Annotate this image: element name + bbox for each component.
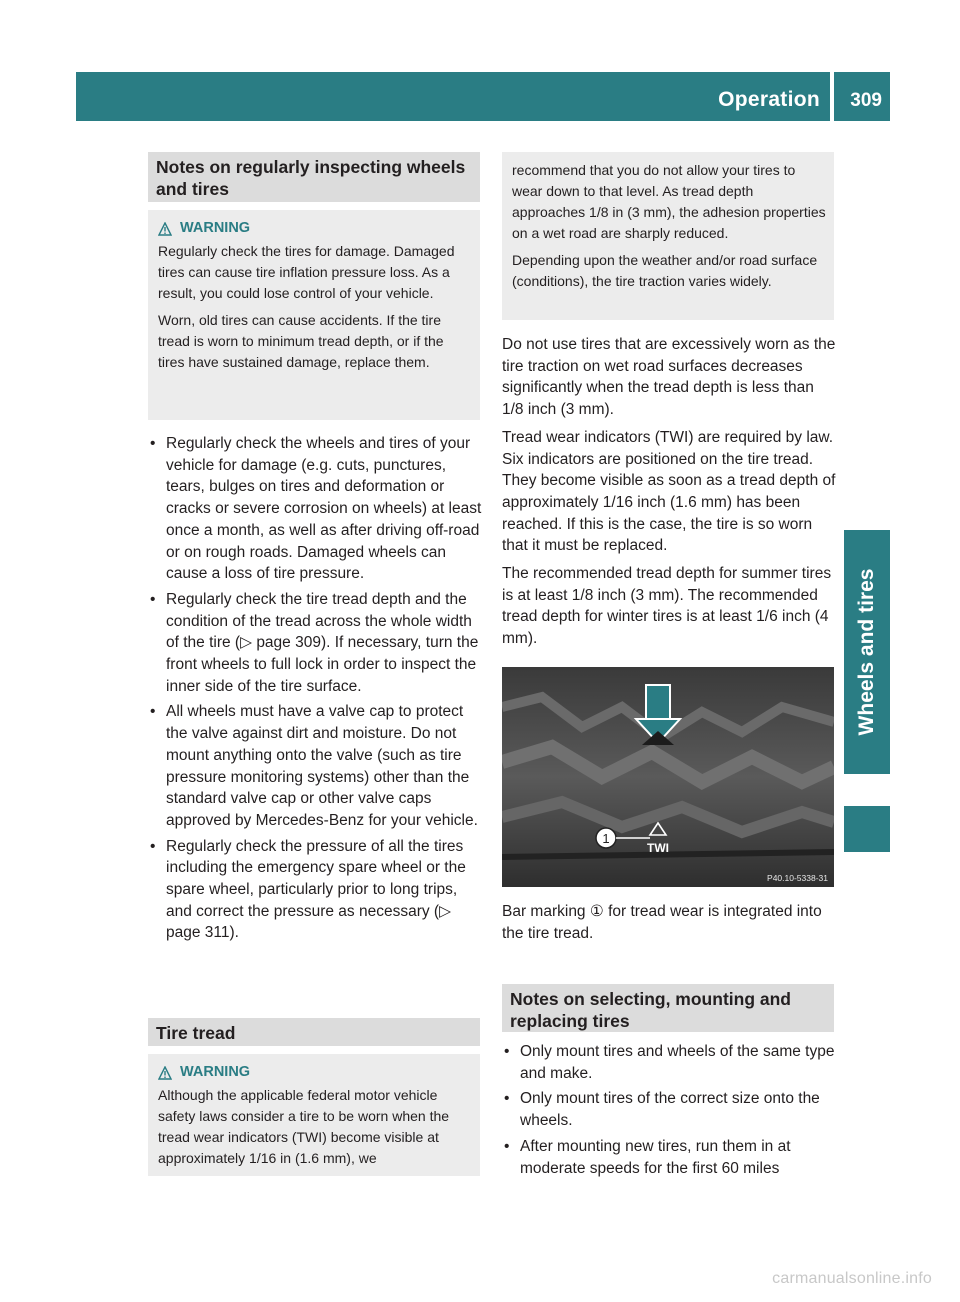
- image-code: P40.10-5338-31: [767, 873, 828, 883]
- list-item: • Regularly check the pressure of all the tires including the emergency spare wheel or the spare wheel, particularly prior to long trips, and correct the pressure as necessary (▷ page 311).: [150, 837, 466, 942]
- warning-triangle-icon: [158, 222, 172, 236]
- page-header: [76, 72, 890, 121]
- warning-paragraph: Depending upon the weather and/or road surface (conditions), the tire traction varies widely.: [512, 252, 818, 289]
- warning-triangle-icon: [158, 1066, 172, 1080]
- list-item: • All wheels must have a valve cap to protect the valve against dirt and moisture. Do not mount anything onto the valve (such as tire pressure monitoring systems) other than the standard valve cap or other valve caps approved by Mercedes-Benz for your vehicle.: [150, 703, 478, 829]
- footer-watermark: carmanualsonline.info: [772, 1270, 932, 1287]
- header-divider: [830, 72, 834, 121]
- warning-box-tread: [148, 1054, 480, 1176]
- warning-paragraph: Worn, old tires can cause accidents. If the tire tread is worn to minimum tread depth, or if the tires have sustained damage, replace them.: [158, 312, 444, 370]
- section-title-tire-tread: Tire tread: [148, 1018, 480, 1046]
- section-title-selecting: Notes on selecting, mounting and replacing tires: [502, 984, 834, 1032]
- tread-body-text: [502, 334, 836, 656]
- body-paragraph: Do not use tires that are excessively worn as the tire traction on wet road surfaces decreases significantly when the tread depth is less than 1/8 inch (3 mm).: [502, 336, 836, 419]
- warning-header: [158, 218, 472, 239]
- warning-header: [158, 1062, 472, 1083]
- warning-box-inspecting: [148, 210, 480, 420]
- tire-tread-illustration: [502, 667, 834, 887]
- side-tab-label: Wheels and tires: [855, 568, 878, 736]
- side-tab-marker: [844, 806, 890, 852]
- list-item: • Only mount tires of the correct size onto the wheels.: [504, 1090, 820, 1130]
- page-number: 309: [850, 90, 882, 111]
- warning-paragraph: Although the applicable federal motor vehicle safety laws consider a tire to be worn when the tread wear indicators (TWI) become visible at approximately 1/16 in (1.6 mm), we: [158, 1087, 450, 1166]
- warning-box-tread-continued: [502, 152, 834, 320]
- warning-label: WARNING: [180, 1064, 251, 1080]
- list-item: • After mounting new tires, run them in at moderate speeds for the first 60 miles: [504, 1137, 791, 1177]
- tire-tread-photo: [502, 667, 834, 887]
- image-caption: Bar marking ① for tread wear is integrated into the tire tread.: [502, 903, 822, 942]
- list-item: • Regularly check the tire tread depth and the condition of the tread across the whole width of the tire (▷ page 309). If necessary, turn the front wheels to full lock in order to inspect the inner side of the tire surface.: [150, 590, 479, 695]
- section-side-tab: [844, 530, 890, 774]
- warning-paragraph: Regularly check the tires for damage. Damaged tires can cause tire inflation pressure loss. As a result, you could lose control of your vehicle.: [158, 243, 455, 301]
- image-callout: 1: [602, 831, 610, 846]
- twi-label: TWI: [647, 841, 669, 855]
- inspection-bullet-list: [148, 433, 482, 948]
- body-paragraph: The recommended tread depth for summer tires is at least 1/8 inch (3 mm). The recommended tread depth for winter tires is at least 1/6 inch (4 mm).: [502, 565, 832, 648]
- list-item: • Only mount tires and wheels of the same type and make.: [504, 1043, 835, 1082]
- warning-paragraph: recommend that you do not allow your tires to wear down to that level. As tread depth approaches 1/8 in (3 mm), the adhesion properties on a wet road are sharply reduced.: [512, 162, 826, 241]
- chapter-title: Operation: [718, 88, 820, 111]
- list-item: • Regularly check the wheels and tires of your vehicle for damage (e.g. cuts, punctures, tears, bulges on tires and deformation or cracks or severe corrosion on wheels) at least once a month, as well as after driving off-road or on rough roads. Damaged wheels can cause a loss of tire pressure.: [150, 435, 482, 583]
- section-title-inspecting: Notes on regularly inspecting wheels and tires: [148, 152, 480, 202]
- selecting-bullet-list: [502, 1041, 836, 1183]
- warning-label: WARNING: [180, 220, 251, 236]
- body-paragraph: Tread wear indicators (TWI) are required by law. Six indicators are positioned on the tire tread. They become visible as soon as a tread depth of approximately 1/16 inch (1.6 mm) has been reached. If this is the case, the tire is so worn that it must be replaced.: [502, 428, 836, 555]
